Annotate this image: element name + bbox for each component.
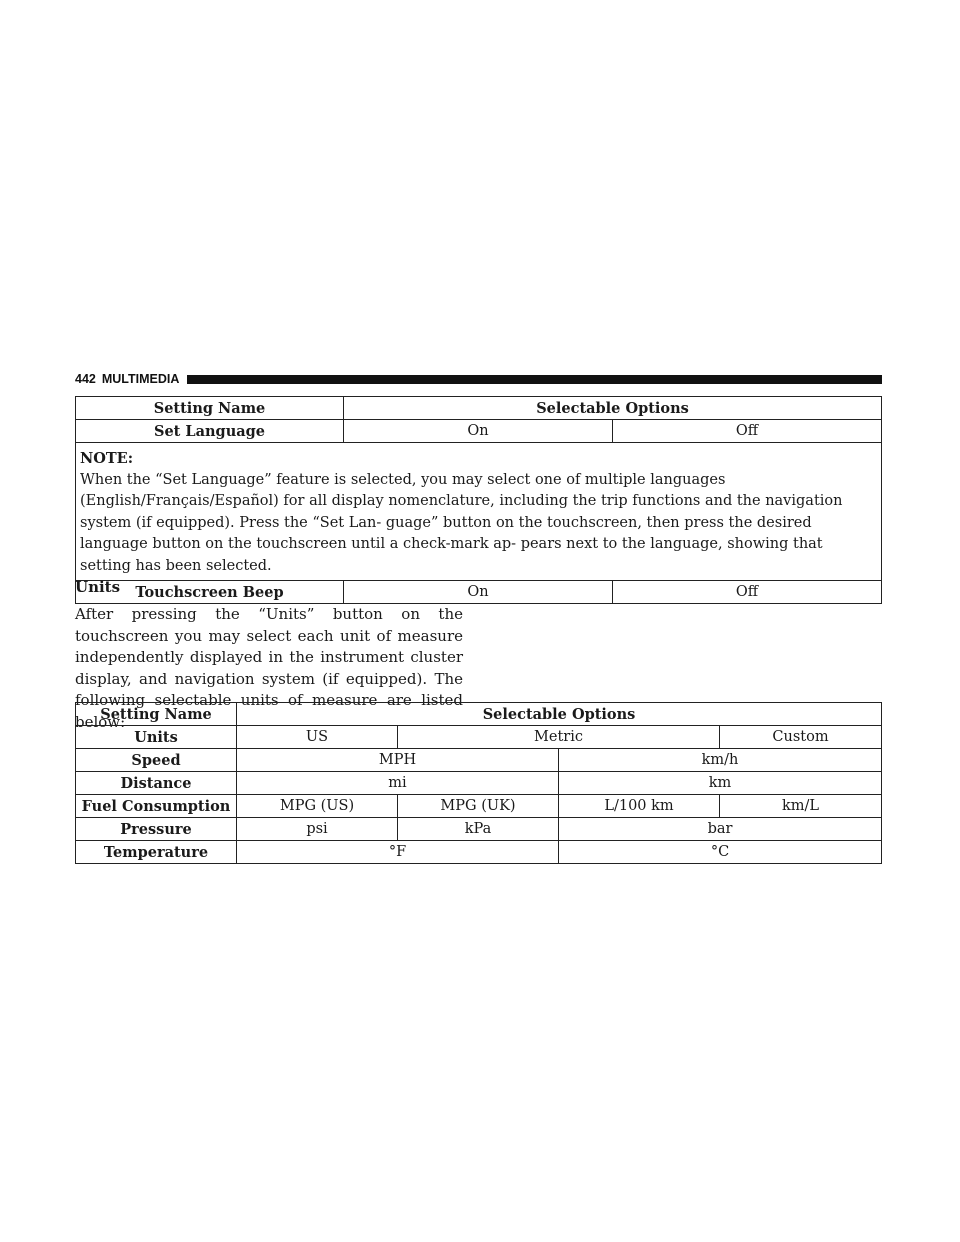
option-cell: Custom xyxy=(720,726,882,749)
language-settings-table xyxy=(75,396,882,604)
table-row-note xyxy=(76,443,882,581)
option-cell: °C xyxy=(559,841,882,864)
column-header-setting-name: Setting Name xyxy=(76,703,237,726)
section-title: MULTIMEDIA xyxy=(101,372,180,386)
setting-name: Fuel Consumption xyxy=(76,795,237,818)
column-header-selectable-options: Selectable Options xyxy=(344,397,882,420)
option-cell: MPH xyxy=(237,749,559,772)
table-row-touchscreen-beep xyxy=(76,581,882,604)
table-row-distance xyxy=(76,772,882,795)
option-cell: psi xyxy=(237,818,398,841)
option-cell: Off xyxy=(613,581,882,604)
setting-name: Touchscreen Beep xyxy=(76,581,344,604)
table-row-units xyxy=(76,726,882,749)
units-heading: Units xyxy=(75,578,121,596)
note-title: NOTE: xyxy=(80,450,134,467)
option-cell: On xyxy=(344,581,613,604)
table-row-speed xyxy=(76,749,882,772)
option-cell: US xyxy=(237,726,398,749)
setting-name: Set Language xyxy=(76,420,344,443)
table-header-row xyxy=(76,397,882,420)
option-cell: bar xyxy=(559,818,882,841)
column-header-setting-name: Setting Name xyxy=(76,397,344,420)
option-cell: km xyxy=(559,772,882,795)
setting-name: Distance xyxy=(76,772,237,795)
column-header-selectable-options: Selectable Options xyxy=(237,703,882,726)
setting-name: Temperature xyxy=(76,841,237,864)
option-cell: °F xyxy=(237,841,559,864)
table-row-set-language xyxy=(76,420,882,443)
option-cell: Metric xyxy=(398,726,720,749)
units-settings-table xyxy=(75,702,882,864)
table-header-row xyxy=(76,703,882,726)
setting-name: Pressure xyxy=(76,818,237,841)
table-row-temperature xyxy=(76,841,882,864)
option-cell: kPa xyxy=(398,818,559,841)
page-header xyxy=(75,372,882,386)
units-paragraph: After pressing the “Units” button on the touchscreen you may select each unit of measure independently displayed in the instrument cluster display, and navigation system (if equipped). The following selectable units of measure are listed below: xyxy=(75,605,463,731)
option-cell: On xyxy=(344,420,613,443)
option-cell: mi xyxy=(237,772,559,795)
option-cell: Off xyxy=(613,420,882,443)
note-cell xyxy=(76,443,882,581)
table-row-pressure xyxy=(76,818,882,841)
option-cell: MPG (UK) xyxy=(398,795,559,818)
option-cell: km/L xyxy=(720,795,882,818)
page-number: 442 xyxy=(75,372,96,386)
setting-name: Units xyxy=(76,726,237,749)
option-cell: km/h xyxy=(559,749,882,772)
header-rule xyxy=(187,375,882,384)
table-row-fuel-consumption xyxy=(76,795,882,818)
setting-name: Speed xyxy=(76,749,237,772)
option-cell: L/100 km xyxy=(559,795,720,818)
note-text: When the “Set Language” feature is selected, you may select one of multiple languages (English/Français/Español) for all display nomenclature, including the trip functions and the navigation system (if equipped). Press the “Set Lan- guage” button on the touchscreen, then press the desired language button on the touchscreen until a check-mark ap- pears next to the language, showing that setting has been selected. xyxy=(80,471,843,574)
option-cell: MPG (US) xyxy=(237,795,398,818)
